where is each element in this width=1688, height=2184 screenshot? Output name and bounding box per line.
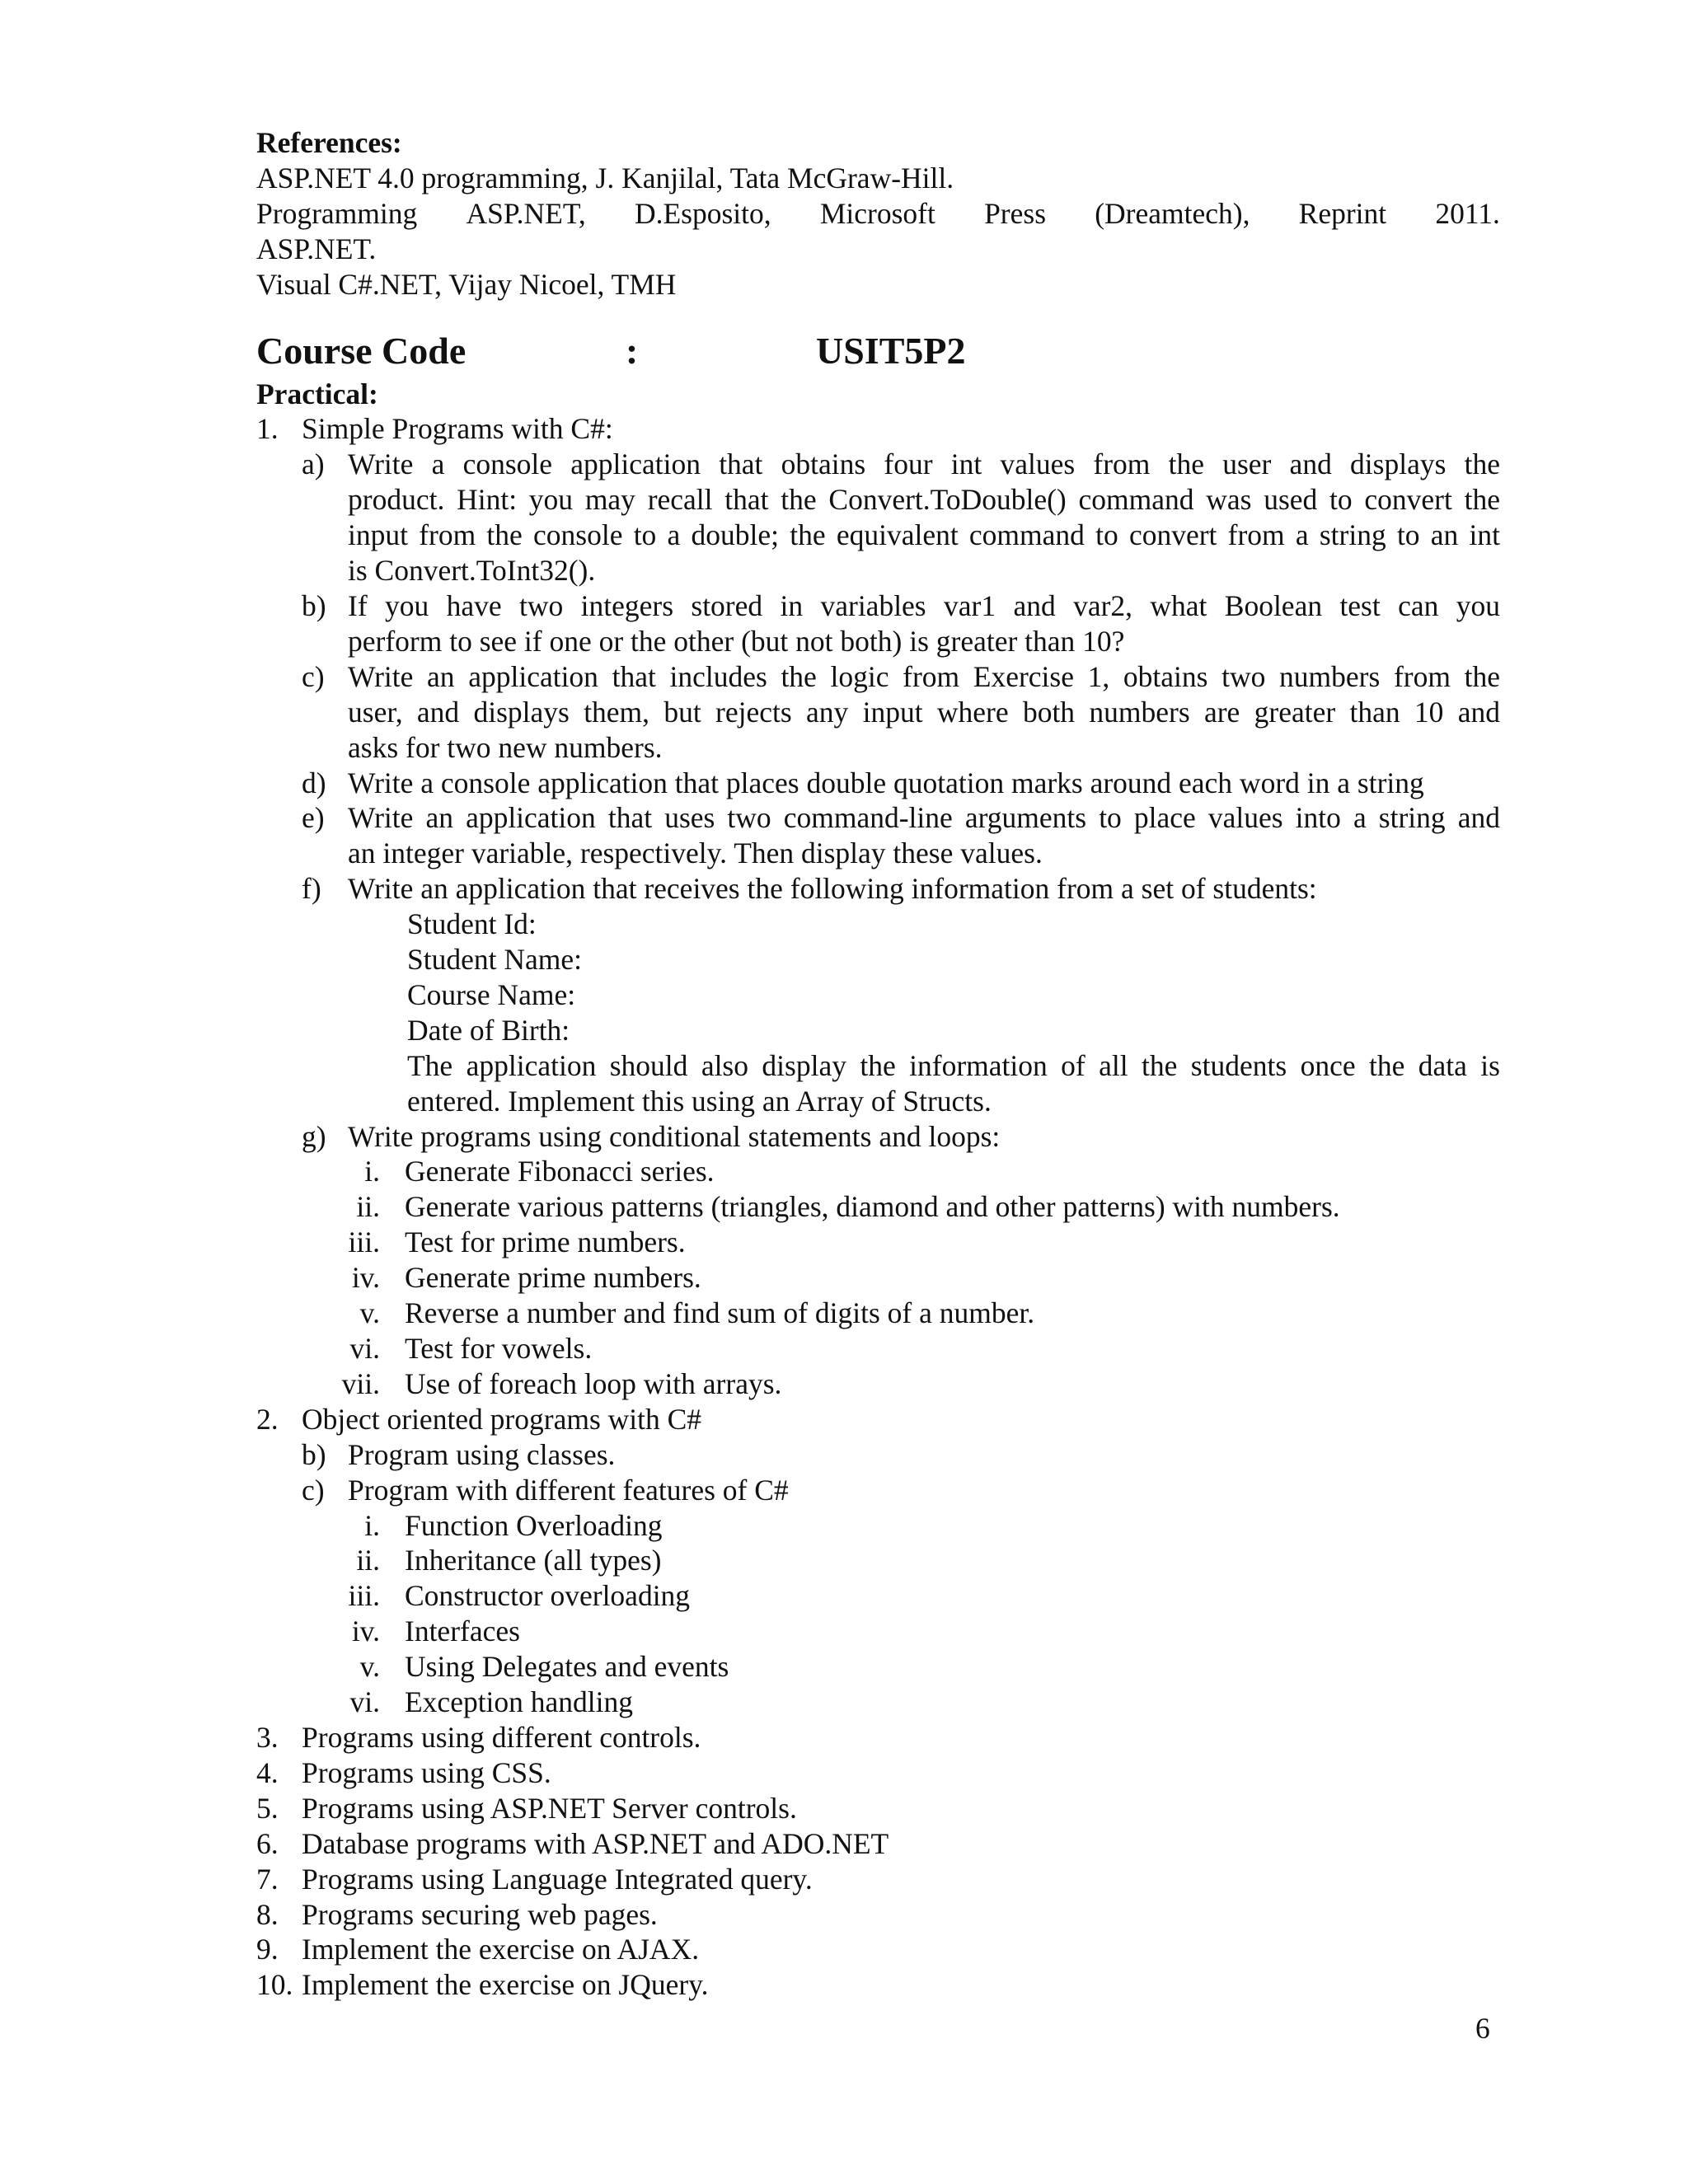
item-text: Database programs with ASP.NET and ADO.NET	[302, 1826, 889, 1860]
item-number: 6.	[256, 1826, 279, 1860]
text-line: user, and displays them, but rejects any input where both numbers are greater than 10 and	[348, 695, 1500, 729]
course-code-colon: :	[626, 329, 639, 372]
item-text: Programs securing web pages.	[302, 1897, 658, 1931]
roman-item	[302, 1543, 1500, 1578]
text-line: Write programs using conditional statements and loops:	[348, 1119, 1001, 1153]
roman-number: vi.	[349, 1685, 380, 1719]
sub-item	[302, 1473, 1500, 1508]
roman-text: Test for vowels.	[405, 1332, 593, 1365]
reference-item	[256, 196, 1500, 232]
sub-item	[302, 1437, 1500, 1473]
sub-item-text: Program using classes.	[348, 1437, 616, 1471]
sub-item	[302, 871, 1500, 907]
item-text: Programs using different controls.	[302, 1720, 701, 1754]
roman-number: iii.	[348, 1226, 380, 1259]
practical-item	[256, 1967, 1500, 2003]
page-content	[256, 125, 1500, 2003]
roman-number: iii.	[348, 1579, 380, 1613]
reference-word: Microsoft	[819, 196, 935, 230]
roman-list	[302, 1154, 1500, 1401]
roman-number: v.	[359, 1296, 380, 1330]
text-line: Write an application that receives the following information from a set of students:	[348, 872, 1317, 906]
sub-item-letter: g)	[302, 1119, 326, 1153]
roman-item	[302, 1331, 1500, 1366]
text-line: asks for two new numbers.	[348, 730, 663, 764]
roman-item	[302, 1260, 1500, 1296]
roman-item	[302, 1649, 1500, 1685]
sub-item-text	[348, 588, 1500, 659]
item-number: 5.	[256, 1791, 279, 1825]
reference-item: ASP.NET.	[256, 232, 377, 265]
sub-item-text	[348, 766, 1500, 801]
reference-word: Reprint	[1298, 196, 1387, 230]
roman-text: Interfaces	[405, 1615, 520, 1648]
practical-item	[256, 1862, 1500, 1897]
item-number: 10.	[256, 1968, 293, 2002]
course-code-label: Course Code	[256, 329, 467, 372]
sub-item-text	[348, 447, 1500, 588]
roman-item	[302, 1366, 1500, 1402]
page-number: 6	[1475, 2012, 1490, 2045]
item-number: 8.	[256, 1897, 279, 1931]
roman-text: Generate Fibonacci series.	[405, 1155, 715, 1188]
roman-item	[302, 1154, 1500, 1189]
roman-item	[302, 1225, 1500, 1260]
student-note	[407, 1048, 1500, 1119]
practical-item	[256, 1897, 1500, 1933]
text-line: The application should also display the information of all the students once the data is	[407, 1048, 1500, 1082]
sub-item	[302, 1119, 1500, 1155]
practical-item	[256, 1402, 1500, 1437]
roman-number: i.	[364, 1155, 380, 1188]
sub-item-text: Program with different features of C#	[348, 1473, 789, 1507]
item-number: 4.	[256, 1755, 279, 1789]
text-line: input from the console to a double; the equivalent command to convert from a string to an int	[348, 518, 1500, 552]
roman-text: Exception handling	[405, 1685, 634, 1719]
student-field: Student Name:	[407, 943, 582, 977]
course-code-heading	[256, 326, 1500, 377]
practical-item	[256, 411, 1500, 447]
practical-item	[256, 1932, 1500, 1967]
item-text: Implement the exercise on JQuery.	[302, 1968, 709, 2002]
text-line: Write a console application that obtains four int values from the user and displays the	[348, 448, 1500, 481]
roman-text: Test for prime numbers.	[405, 1226, 686, 1259]
roman-number: iv.	[351, 1615, 380, 1648]
sub-item	[302, 800, 1500, 871]
practical-heading: Practical:	[256, 377, 378, 410]
sub-item-letter: b)	[302, 588, 326, 622]
sub-item	[302, 766, 1500, 801]
roman-text: Function Overloading	[405, 1508, 663, 1542]
practical-item	[256, 1791, 1500, 1826]
course-code-value: USIT5P2	[816, 329, 966, 372]
roman-list	[302, 1508, 1500, 1720]
roman-item	[302, 1578, 1500, 1614]
sub-item-text	[348, 800, 1500, 871]
sub-item-letter: a)	[302, 448, 325, 481]
roman-item	[302, 1296, 1500, 1331]
text-line: an integer variable, respectively. Then display these values.	[348, 837, 1043, 870]
roman-text: Constructor overloading	[405, 1579, 691, 1613]
roman-text: Use of foreach loop with arrays.	[405, 1366, 782, 1400]
text-line: Write an application that uses two command-line arguments to place values into a string and	[348, 801, 1500, 835]
roman-item	[302, 1614, 1500, 1649]
student-field: Student Id:	[407, 907, 537, 941]
roman-item	[302, 1189, 1500, 1225]
roman-number: vi.	[349, 1332, 380, 1365]
sub-item-letter: d)	[302, 766, 326, 799]
sub-item	[302, 447, 1500, 588]
references-heading: References:	[256, 126, 402, 159]
reference-word: D.Esposito,	[634, 196, 771, 230]
item-text: Simple Programs with C#:	[302, 412, 613, 446]
roman-number: i.	[364, 1508, 380, 1542]
roman-text: Generate prime numbers.	[405, 1261, 701, 1295]
sub-item-letter: e)	[302, 801, 325, 835]
sub-item-letter: f)	[302, 872, 321, 906]
sub-item-letter: c)	[302, 659, 325, 693]
roman-text: Reverse a number and find sum of digits of a number.	[405, 1296, 1035, 1330]
roman-number: ii.	[356, 1544, 380, 1577]
student-field: Date of Birth:	[407, 1013, 570, 1047]
item-text: Object oriented programs with C#	[302, 1402, 702, 1436]
reference-word: ASP.NET,	[466, 196, 586, 230]
sub-item-text	[348, 871, 1500, 907]
text-line: is Convert.ToInt32().	[348, 554, 596, 588]
item-number: 7.	[256, 1862, 279, 1896]
text-line: Write an application that includes the logic from Exercise 1, obtains two numbers from the	[348, 659, 1500, 693]
reference-word: Programming	[256, 196, 418, 230]
roman-text: Generate various patterns (triangles, diamond and other patterns) with numbers.	[405, 1190, 1340, 1224]
text-line: Write a console application that places double quotation marks around each word in a string	[348, 766, 1424, 799]
text-line: If you have two integers stored in variables var1 and var2, what Boolean test can you	[348, 588, 1500, 622]
item-text: Programs using ASP.NET Server controls.	[302, 1791, 797, 1825]
student-field: Course Name:	[407, 977, 576, 1011]
roman-item	[302, 1685, 1500, 1720]
reference-word: (Dreamtech),	[1095, 196, 1250, 230]
item-text: Programs using CSS.	[302, 1755, 551, 1789]
roman-text: Using Delegates and events	[405, 1650, 729, 1684]
sub-item	[302, 659, 1500, 766]
roman-number: v.	[359, 1650, 380, 1684]
practical-item	[256, 1826, 1500, 1862]
item-text: Implement the exercise on AJAX.	[302, 1933, 700, 1966]
text-line: perform to see if one or the other (but not both) is greater than 10?	[348, 624, 1125, 658]
reference-word: Press	[984, 196, 1047, 230]
item-number: 3.	[256, 1720, 279, 1754]
reference-word: 2011.	[1435, 196, 1500, 230]
item-text: Programs using Language Integrated query.	[302, 1862, 813, 1896]
roman-item	[302, 1508, 1500, 1544]
practical-item	[256, 1720, 1500, 1755]
roman-number: ii.	[356, 1190, 380, 1224]
reference-item: ASP.NET 4.0 programming, J. Kanjilal, Tata McGraw-Hill.	[256, 161, 954, 194]
roman-number: iv.	[351, 1261, 380, 1295]
roman-number: vii.	[341, 1366, 380, 1400]
item-number: 2.	[256, 1402, 279, 1436]
item-number: 1.	[256, 412, 279, 446]
reference-item: Visual C#.NET, Vijay Nicoel, TMH	[256, 267, 677, 301]
item-number: 9.	[256, 1933, 279, 1966]
text-line: entered. Implement this using an Array of Structs.	[407, 1084, 992, 1118]
sub-item-text	[348, 1119, 1500, 1155]
practical-item	[256, 1755, 1500, 1791]
student-fields	[407, 907, 1500, 1118]
sub-item-letter: b)	[302, 1437, 326, 1471]
text-line: product. Hint: you may recall that the Convert.ToDouble() command was used to convert the	[348, 483, 1500, 517]
sub-item-letter: c)	[302, 1473, 325, 1507]
sub-item	[302, 588, 1500, 659]
roman-text: Inheritance (all types)	[405, 1544, 662, 1577]
sub-item-text	[348, 659, 1500, 766]
